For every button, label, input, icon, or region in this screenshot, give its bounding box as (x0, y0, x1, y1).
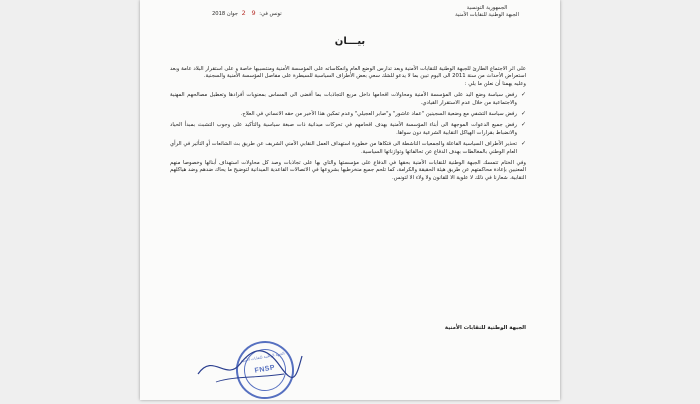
date-month: جوان (226, 11, 238, 17)
document-title: بيـــان (334, 36, 366, 47)
handwritten-signature (188, 334, 308, 394)
list-item-text: رفض سياسة وضع اليد على المؤسسة الأمنية ومحاولات اقحامها داخل مربع التجاذبات بما أفضى الى المساس بمعنويات أفرادها وتعطيل مصالحهم المهنية والاجتماعية من خلال عدم الاستقرار القيادي. (170, 92, 517, 106)
closing-paragraph: وفي الختام تتمسك الجبهة الوطنية للنقابات الأمنية بحقها في الدفاع على مؤسستها والتاي بها على تجاذبات وصد كل محاولات استهداف أبنائها وخصوصا منهم المعنيين بإعادة محاكمتهم عن طريق هيئة الحقيقة والكرامة، كما تلحم جميع منخرطيها بشروعها في الاتصالات القاعدية الميدانية لتوضيح ما يحاك ضدهم وضد هياكلهم النقابية. شعارنا في ذلك لا علوية الا للقانون ولا ولاء الا لتونس. (170, 160, 526, 181)
list-item-text: تحذير الأطراف السياسية الفاعلة والجمعيات الناشطة الى فتكاها من خطورة استهداف العمل النقابي الأمني الشريف عن طريق بث الشائعات أو التأثير في الرأي العام الوطني بالمغالطات بهدف الدفاع عن تحالفاتها وتوازناتها السياسية. (170, 141, 517, 155)
list-item-text: رفض جميع الدعوات الموجهة الى أبناء المؤسسة الأمنية بهدف اقحامهم في تحركات ميدانية ذات صبغة سياسية والتأكيد على وجوب التشبث بمبدأ الحياد والانضباط بقرارات الهياكل النقابية الشرعية دون سواها. (170, 122, 517, 136)
document-body (170, 66, 526, 182)
date-prefix: تونس في (261, 11, 282, 17)
list-item (170, 122, 526, 137)
date-year: 2018 (212, 11, 226, 17)
check-mark-icon: ✓ (520, 110, 526, 118)
letterhead (432, 5, 542, 18)
list-item (170, 141, 526, 156)
lead-paragraph: وعليه يهمنا أن نعلن ما يلي : (464, 80, 526, 87)
letterhead-country: الجمهورية التونسية (466, 5, 508, 11)
list-item (170, 92, 526, 107)
date-day: 9 (251, 9, 256, 17)
check-mark-icon: ✓ (520, 91, 526, 99)
date-month-number: 2 (241, 9, 246, 17)
check-mark-icon: ✓ (520, 121, 526, 129)
letterhead-organization: الجبهة الوطنية للنقابات الأمنية (455, 11, 519, 18)
check-mark-icon: ✓ (520, 140, 526, 148)
stamp-arc-text: الجبهة الوطنية للنقابات الأمنية (240, 351, 285, 364)
list-item-text: رفض سياسة التشفي مع وضعية السجينين "عماد عاشور" و"صابر العجيلي" وعدم تمكين هذا الأخير من حقه الانساني في العلاج. (240, 111, 517, 118)
document-page (140, 0, 560, 400)
signature-block: الجبهة الوطنية للنقابات الأمنية (444, 325, 526, 331)
stamp-label: FNSP (254, 364, 276, 375)
intro-paragraph: على اثر الاجتماع الطارئ للجبهة الوطنية للنقابات الأمنية وبعد تدارس الوضع العام وانعكاساته على المؤسسة الأمنية ومنتسبيها خاصة و على استقرار البلاد عامة وبعد استعراض الأحداث من سنة 2011 الى اليوم تبين بما لا يدعو للشك سعي بعض الأطراف السياسية للسيطرة على مفاصل المؤسسة الأمنية والسجنية. (170, 66, 526, 80)
document-date: تونس في: 9 2 جوان 2018 (212, 9, 282, 17)
list-item (170, 111, 526, 118)
